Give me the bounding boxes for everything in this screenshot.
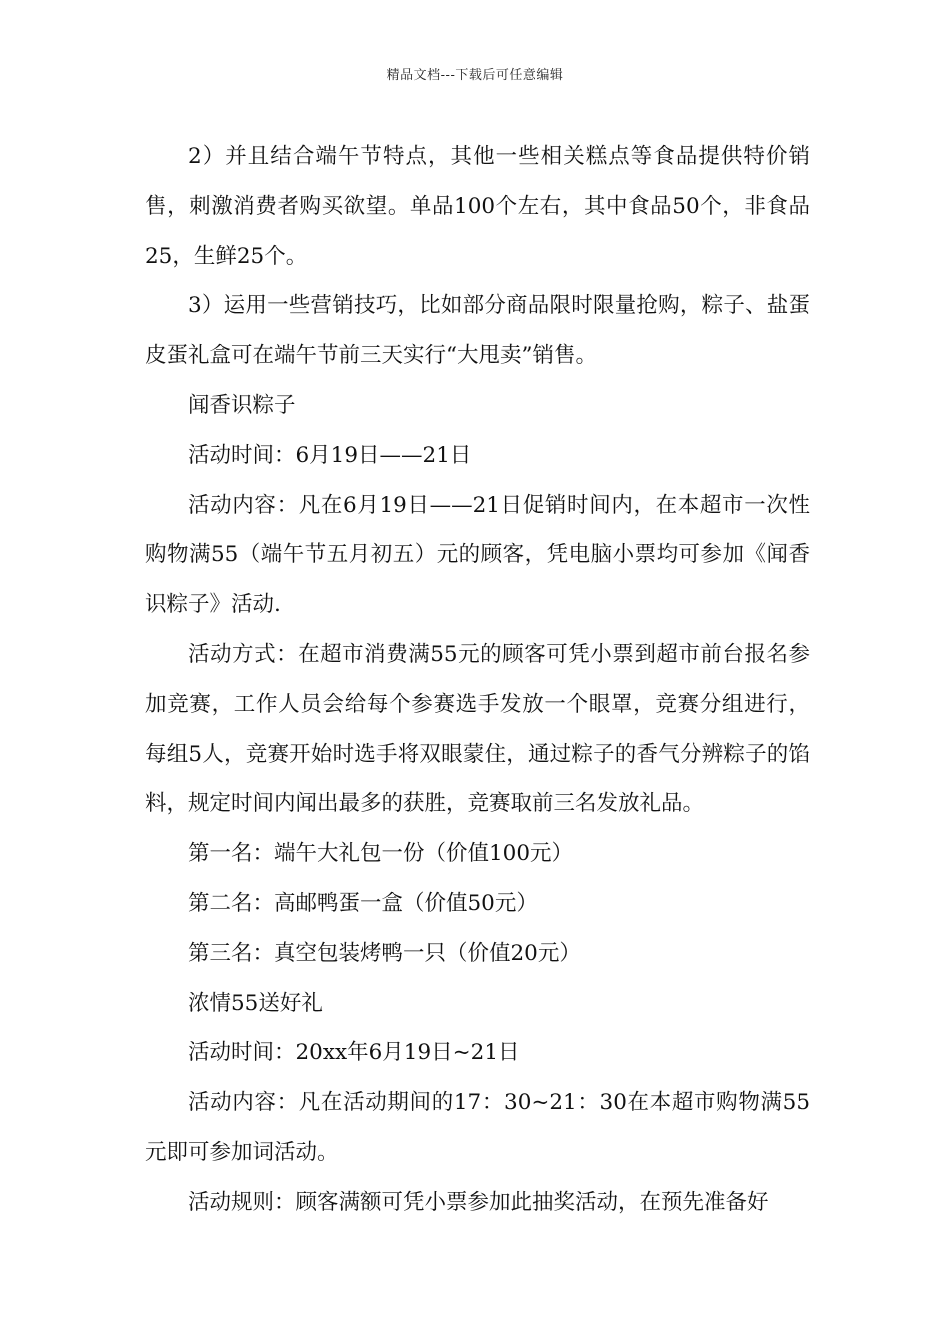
prize-third: 第三名：真空包装烤鸭一只（价值20元） <box>188 940 581 966</box>
paragraph-item-2-promotion: 2）并且结合端午节特点，其他一些相关糕点等食品提供特价销售，刺激消费者购买欲望。单品100个左右，其中食品50个，非食品25，生鲜25个。 <box>145 144 810 269</box>
document-body <box>145 132 810 1228</box>
activity-time: 活动时间：6月19日——21日 <box>188 442 472 468</box>
gift-activity-time: 活动时间：20xx年6月19日~21日 <box>188 1040 520 1066</box>
activity-content: 活动内容：凡在6月19日——21日促销时间内，在本超市一次性购物满55（端午节五月初五）元的顾客，凭电脑小票均可参加《闻香识粽子》活动. <box>145 492 810 618</box>
activity-method: 活动方式：在超市消费满55元的顾客可凭小票到超市前台报名参加竞赛，工作人员会给每个参赛选手发放一个眼罩，竞赛分组进行，每组5人，竞赛开始时选手将双眼蒙住，通过粽子的香气分辨粽子的馅料，规定时间内闻出最多的获胜，竞赛取前三名发放礼品。 <box>145 641 810 817</box>
section-heading-gift: 浓情55送好礼 <box>188 990 323 1016</box>
paragraph-item-3-marketing: 3）运用一些营销技巧，比如部分商品限时限量抢购，粽子、盐蛋皮蛋礼盒可在端午节前三天实行“大甩卖”销售。 <box>145 293 810 369</box>
prize-first: 第一名：端午大礼包一份（价值100元） <box>188 841 574 867</box>
prize-second: 第二名：高邮鸭蛋一盒（价值50元） <box>188 890 538 916</box>
section-heading-smell-zongzi: 闻香识粽子 <box>188 392 296 418</box>
gift-activity-content: 活动内容：凡在活动期间的17：30~21：30在本超市购物满55元即可参加词活动。 <box>145 1090 810 1165</box>
gift-activity-rules: 活动规则：顾客满额可凭小票参加此抽奖活动，在预先准备好 <box>188 1189 769 1215</box>
page-header: 精品文档---下载后可任意编辑 <box>386 68 564 83</box>
